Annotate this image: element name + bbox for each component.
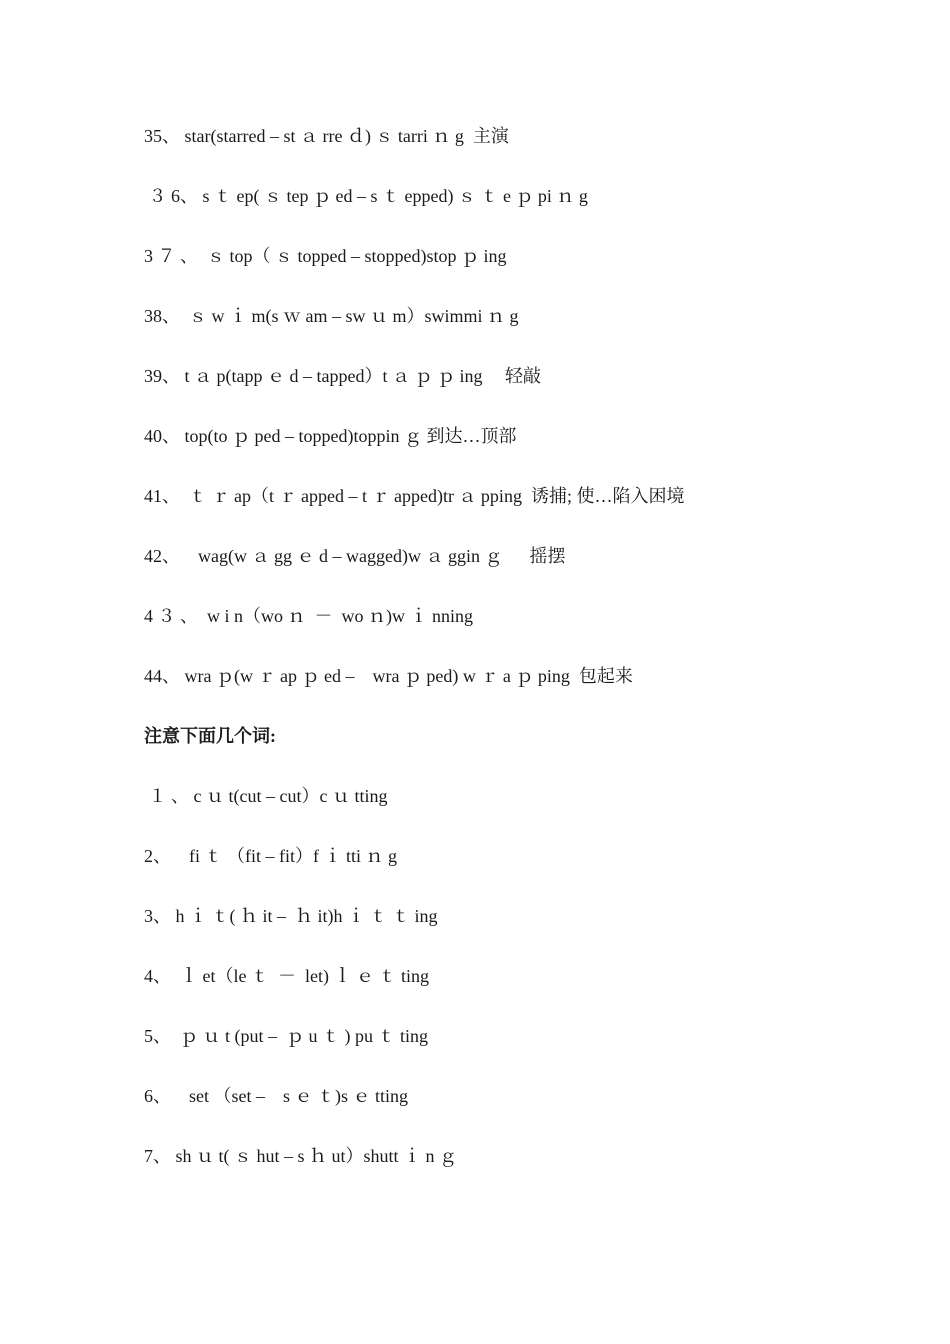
section-heading: 注意下面几个词:	[144, 726, 276, 746]
list-item: 4 ３ 、 w i n（wo ｎ － wo ｎ)w ｉ nning	[144, 606, 473, 626]
list-item: 44、 wra ｐ(w ｒ ap ｐ ed – wra ｐ ped) w ｒ a ｐ ping 包起来	[144, 666, 633, 686]
list-item: 5、 ｐ ｕ t (put – ｐ u ｔ ) pu ｔ ting	[144, 1026, 428, 1046]
list-item: 4、 ｌ et（le ｔ － let) ｌ ｅ ｔ ting	[144, 966, 429, 986]
list-item: 35、 star(starred – st ａ rre ｄ) ｓ tarri ｎ g 主演	[144, 126, 509, 146]
list-item: ３ 6、 s ｔ ep( ｓ tep ｐ ed – s ｔ epped) ｓ ｔ e ｐ pi ｎ g	[144, 186, 588, 206]
list-item: 7、 sh ｕ t( ｓ hut – s ｈ ut）shutt ｉ n ｇ	[144, 1146, 458, 1166]
list-item: 38、 ｓ w ｉ m(s ｗ am – sw ｕ m）swimmi ｎ g	[144, 306, 519, 326]
list-item: 41、 ｔ ｒ ap（t ｒ apped – t ｒ apped)tr ａ pping 诱捕; 使…陷入困境	[144, 486, 685, 506]
list-item: 40、 top(to ｐ ped – topped)toppin ｇ 到达…顶部	[144, 426, 517, 446]
list-item: 39、 t ａ p(tapp ｅ d – tapped）t ａ ｐ ｐ ing 轻敲	[144, 366, 541, 386]
list-item: 3、 h ｉ ｔ( ｈ it – ｈ it)h ｉ ｔ ｔ ing	[144, 906, 438, 926]
list-item: 2、 fi ｔ （fit – fit）f ｉ tti ｎ g	[144, 846, 397, 866]
list-item: 3 ７ 、 ｓ top（ ｓ topped – stopped)stop ｐ ing	[144, 246, 507, 266]
list-item: １ 、 c ｕ t(cut – cut）c ｕ tting	[144, 786, 388, 806]
list-item: 6、 set （set – s ｅ ｔ)s ｅ tting	[144, 1086, 408, 1106]
list-item: 42、 wag(w ａ gg ｅ d – wagged)w ａ ggin ｇ 摇摆	[144, 546, 566, 566]
